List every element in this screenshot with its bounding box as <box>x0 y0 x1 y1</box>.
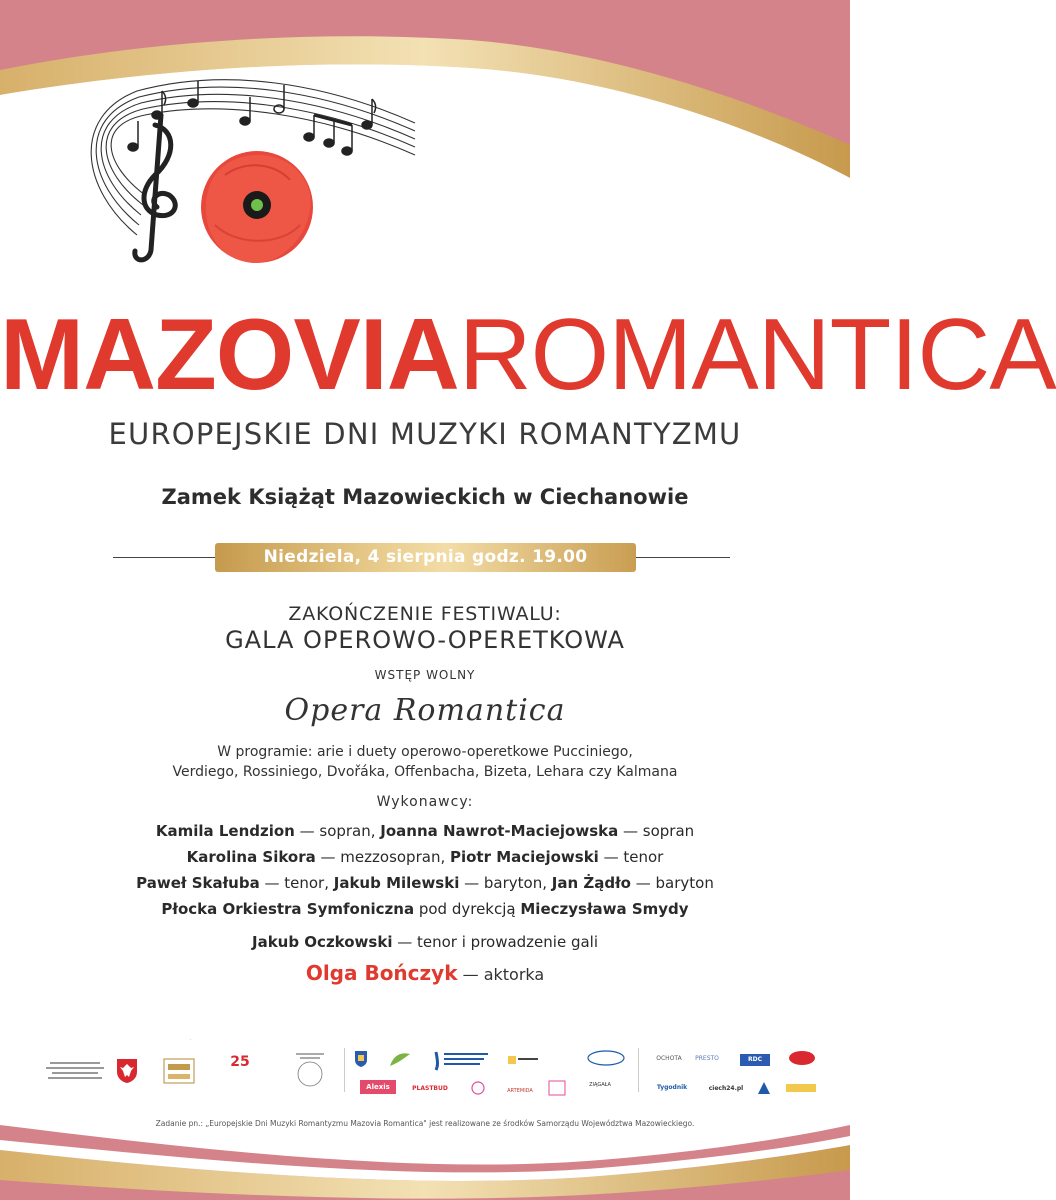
program-line-1: W programie: arie i duety operowo-operetkowe Pucciniego, <box>217 744 633 760</box>
sponsor-logos <box>40 1038 820 1104</box>
yellow-logo <box>784 1080 818 1096</box>
performer-name: Piotr Maciejowski <box>449 848 599 866</box>
anniversary-number: 25 <box>230 1054 250 1070</box>
logo-divider <box>344 1048 345 1092</box>
performer-name: Paweł Skałuba <box>136 874 260 892</box>
performer-name: Jakub Oczkowski <box>251 933 393 951</box>
anniversary-logo <box>210 1054 270 1088</box>
presto-logo: PRESTO <box>695 1055 719 1062</box>
divider-left <box>113 557 217 558</box>
pink-logo <box>468 1078 488 1098</box>
performers-line-4 <box>0 900 850 918</box>
performer-name: Kamila Lendzion <box>155 822 295 840</box>
performer-name: Mieczysława Smydy <box>520 900 689 918</box>
date-badge: Niedziela, 4 sierpnia godz. 19.00 <box>215 543 636 572</box>
venue: Zamek Książąt Mazowieckich w Ciechanowie <box>161 485 689 509</box>
performer-role: — baryton <box>630 874 714 892</box>
performers-heading: Wykonawcy: <box>376 794 474 810</box>
mini-logo <box>548 1080 566 1096</box>
performers-line-5 <box>0 933 850 951</box>
performer-role: — sopran <box>618 822 695 840</box>
performer-role: — tenor <box>598 848 664 866</box>
logo-divider-2 <box>638 1048 639 1092</box>
divider-right <box>636 557 730 558</box>
performer-name: Karolina Sikora <box>186 848 316 866</box>
city-crest-icon <box>354 1050 368 1068</box>
performer-role: pod dyrekcją <box>414 900 521 918</box>
featured-name: Olga Bończyk <box>305 961 458 985</box>
festival-closing-line: ZAKOŃCZENIE FESTIWALU: <box>288 603 562 625</box>
blue-logo <box>432 1048 492 1072</box>
opera-title: Opera Romantica <box>284 693 566 728</box>
program-description <box>0 742 850 782</box>
festival-title <box>0 299 1056 411</box>
performer-role: — tenor, <box>259 874 334 892</box>
performer-role: — mezzosopran, <box>315 848 450 866</box>
poppy-flower-icon <box>201 151 313 263</box>
performer-name: Joanna Nawrot-Maciejowska <box>380 822 619 840</box>
performer-name: Jakub Milewski <box>333 874 460 892</box>
performer-role: — baryton, <box>459 874 552 892</box>
performer-name: Jan Żądło <box>551 874 631 892</box>
small-logo <box>506 1050 540 1070</box>
free-entry: WSTĘP WOLNY <box>374 668 476 682</box>
blue-shape-logo <box>756 1080 772 1096</box>
ciech24-logo: ciech24.pl <box>708 1085 744 1092</box>
music-staff-illustration <box>85 85 425 275</box>
title-light: ROMANTICA <box>458 299 1056 411</box>
performers-line-2 <box>0 848 850 866</box>
performer-role: — sopran, <box>294 822 381 840</box>
alexis-logo: Alexis <box>360 1080 396 1094</box>
gala-title: GALA OPEROWO-OPERETKOWA <box>225 626 625 654</box>
ziagala-logo: ZIĄGAŁA <box>589 1082 611 1088</box>
institution-logo-2 <box>288 1052 332 1088</box>
featured-performer <box>0 961 850 985</box>
ochota-logo: OCHOTA <box>656 1055 682 1062</box>
tygodnik-logo: Tygodnik <box>656 1084 688 1091</box>
script-logo <box>586 1048 626 1068</box>
treble-clef-icon <box>135 115 175 260</box>
funding-note: Zadanie pn.: „Europejskie Dni Muzyki Romantyzmu Mazovia Romantica" jest realizowane ze środków Samorządu Województwa Mazowieckiego. <box>155 1119 695 1128</box>
red-badge-logo <box>788 1050 816 1066</box>
performer-role: — tenor i prowadzenie gali <box>392 933 599 951</box>
institution-logo-1 <box>162 1056 196 1086</box>
artemida-logo: ARTEMIDA <box>507 1088 533 1094</box>
performers-line-3 <box>0 874 850 892</box>
green-logo <box>388 1050 412 1068</box>
festival-subtitle: EUROPEJSKIE DNI MUZYKI ROMANTYZMU <box>108 417 742 451</box>
eagle-crest-icon <box>116 1058 138 1084</box>
label-organizers: · <box>190 1038 192 1043</box>
marshal-logo <box>40 1060 110 1084</box>
title-bold: MAZOVIA <box>0 299 459 411</box>
rdc-logo: RDC <box>740 1054 770 1066</box>
featured-role: — aktorka <box>457 965 545 984</box>
performer-name: Płocka Orkiestra Symfoniczna <box>161 900 415 918</box>
program-line-2: Verdiego, Rossiniego, Dvořáka, Offenbacha, Bizeta, Lehara czy Kalmana <box>172 764 678 780</box>
performers-line-1 <box>0 822 850 840</box>
plastbud-logo: PLASTBUD <box>412 1085 448 1092</box>
